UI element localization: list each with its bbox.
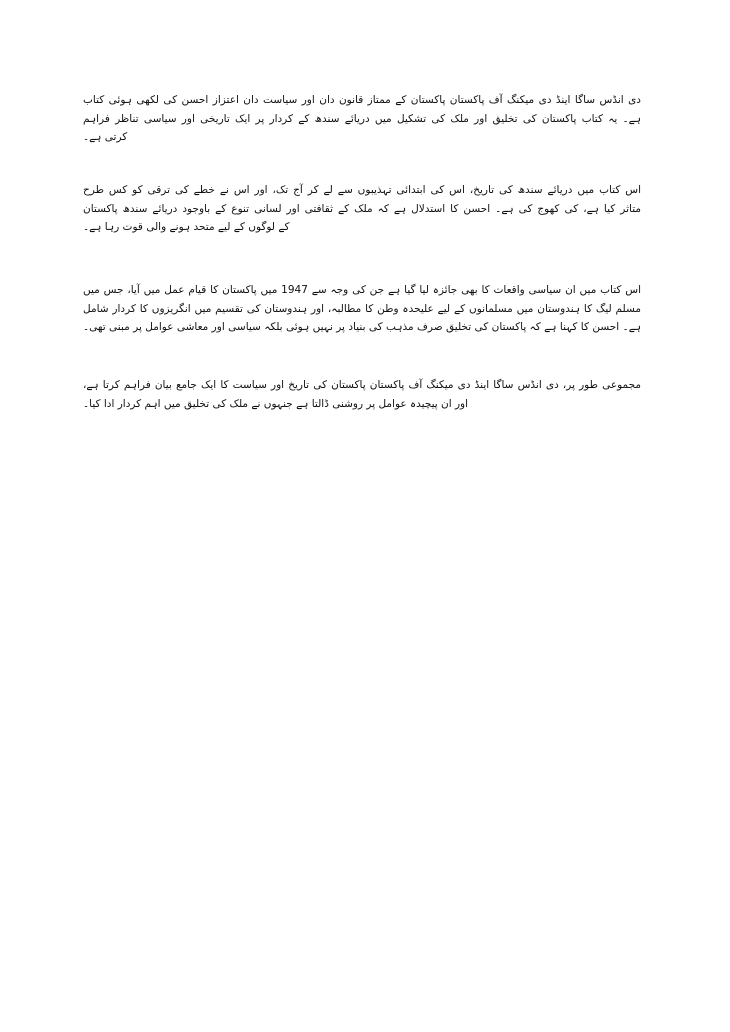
paragraph-intro bbox=[83, 91, 641, 147]
text-line-content: کرتی ہے۔ bbox=[83, 131, 128, 143]
text-line-content: کے لوگوں کے لیے متحد ہونے والی قوت رہا ہے۔ bbox=[83, 221, 290, 233]
text-line-content: اور ان پیچیدہ عوامل پر روشنی ڈالتا ہے جنہوں نے ملک کی تخلیق میں اہم کردار ادا کیا۔ bbox=[83, 397, 469, 410]
paragraph-conclusion bbox=[83, 376, 641, 413]
text-line: اس کتاب میں ان سیاسی واقعات کا بھی جائزہ لیا گیا ہے جن کی وجہ سے 1947 میں پاکستان کا قیام عمل میں آیا، جس میں bbox=[83, 284, 641, 296]
text-line bbox=[83, 218, 641, 237]
text-line bbox=[83, 128, 641, 147]
text-line: مسلم لیگ کا ہندوستان میں مسلمانوں کے لیے علیحدہ وطن کا مطالبہ، اور ہندوستان کی تقسیم میں انگریزوں کا کردار شامل bbox=[83, 302, 641, 315]
text-line: متاثر کیا ہے، کی کھوج کی ہے۔ احسن کا استدلال ہے کہ ملک کے ثقافتی اور لسانی تنوع کے باوجود دریائے سندھ پاکستان bbox=[83, 202, 641, 215]
text-line: مجموعی طور پر، دی انڈس ساگا اینڈ دی میکنگ آف پاکستان پاکستان کی تاریخ اور سیاست کا ایک جامع بیان فراہم کرتا ہے، bbox=[83, 379, 641, 391]
paragraph-political-events bbox=[83, 281, 641, 337]
paragraph-indus-history bbox=[83, 181, 641, 237]
text-line: دی انڈس ساگا اینڈ دی میکنگ آف پاکستان پاکستان کے ممتاز قانون دان اور سیاست دان اعتزاز احسن کی لکھی ہوئی کتاب bbox=[83, 94, 641, 106]
text-line: ہے۔ احسن کا کہنا ہے کہ پاکستان کی تخلیق صرف مذہب کی بنیاد پر نہیں ہوئی بلکہ سیاسی اور معاشی عوامل پر مبنی تھی۔ bbox=[83, 321, 641, 333]
text-line: اس کتاب میں دریائے سندھ کی تاریخ، اس کی ابتدائی تہذیبوں سے لے کر آج تک، اور اس نے خطے کی ترقی کو کس طرح bbox=[83, 184, 641, 196]
text-line: ہے۔ یہ کتاب پاکستان کی تخلیق اور ملک کی تشکیل میں دریائے سندھ کے کردار پر ایک تاریخی اور سیاسی تناظر فراہم bbox=[83, 112, 641, 125]
text-line bbox=[83, 395, 641, 414]
